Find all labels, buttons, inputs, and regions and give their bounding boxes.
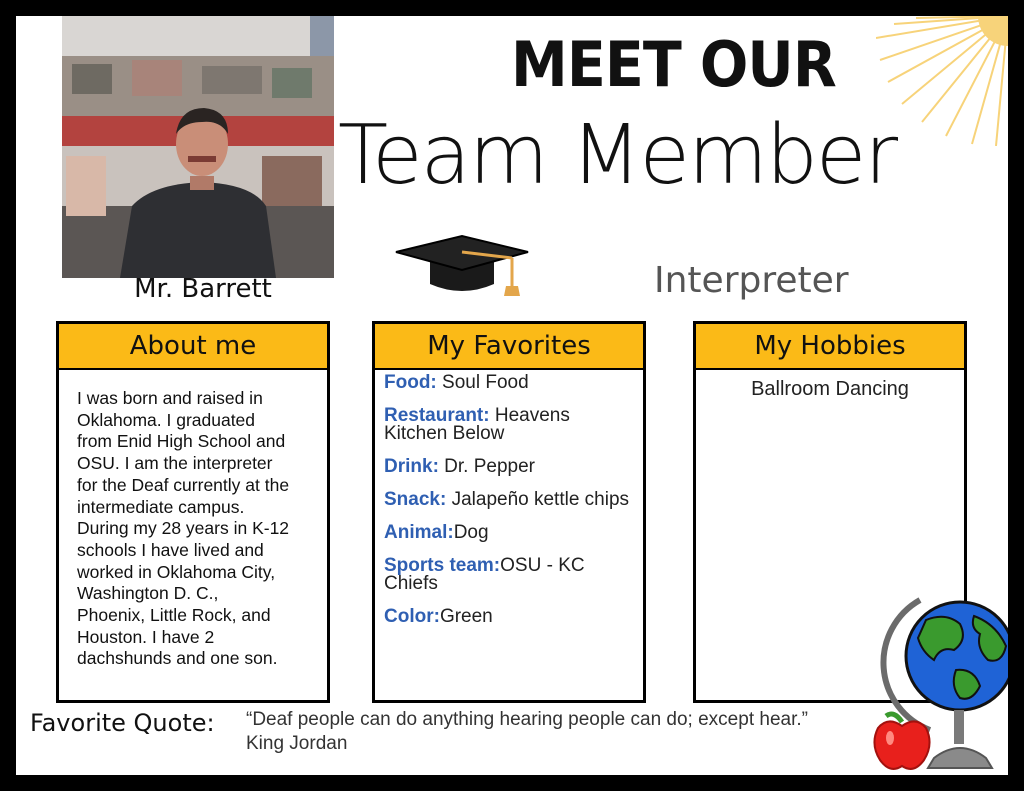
- about-line: Oklahoma. I graduated: [77, 409, 256, 430]
- quote-author: King Jordan: [246, 733, 348, 754]
- apple-icon: [872, 708, 932, 772]
- about-line: I was born and raised in: [77, 388, 263, 408]
- about-me-heading: About me: [59, 324, 327, 370]
- favorites-card: [372, 321, 646, 703]
- member-role: Interpreter: [654, 260, 849, 301]
- about-line: schools I have lived and: [77, 539, 264, 560]
- about-line: OSU. I am the interpreter: [77, 453, 273, 474]
- about-me-text: [59, 370, 327, 670]
- sun-icon: [876, 16, 1008, 146]
- favorite-item: Animal:Dog: [384, 522, 489, 543]
- profile-photo: [62, 16, 334, 278]
- quote-text: “Deaf people can do anything hearing people can do; except hear.”: [246, 709, 808, 730]
- about-me-card: [56, 321, 330, 703]
- favorites-heading: My Favorites: [375, 324, 643, 370]
- favorite-item: Sports team:OSU - KC Chiefs: [384, 555, 585, 594]
- favorites-list: [375, 370, 643, 626]
- favorite-item: Food: Soul Food: [384, 372, 529, 393]
- about-line: intermediate campus.: [77, 496, 245, 517]
- title-line-1: MEET OUR: [511, 28, 836, 101]
- about-line: During my 28 years in K-12: [77, 518, 290, 539]
- graduation-cap-icon: [394, 234, 530, 300]
- hobbies-heading: My Hobbies: [696, 324, 964, 370]
- favorite-item: Snack: Jalapeño kettle chips: [384, 489, 630, 510]
- favorite-quote-label: Favorite Quote:: [30, 709, 215, 737]
- about-line: from Enid High School and: [77, 431, 286, 452]
- profile-card-page: [16, 16, 1008, 775]
- title-line-2: Team Member: [338, 108, 897, 203]
- favorite-item: Color:Green: [384, 606, 493, 627]
- about-line: Houston. I have 2: [77, 626, 215, 647]
- favorite-quote: [246, 708, 808, 756]
- about-line: Phoenix, Little Rock, and: [77, 605, 271, 626]
- favorite-item: Drink: Dr. Pepper: [384, 456, 536, 477]
- hobby-item: Ballroom Dancing: [751, 378, 909, 400]
- about-line: Washington D. C.,: [77, 583, 219, 604]
- member-name: Mr. Barrett: [134, 274, 272, 304]
- about-line: for the Deaf currently at the: [77, 474, 290, 495]
- about-line: worked in Oklahoma City,: [77, 561, 276, 582]
- about-line: dachshunds and one son.: [77, 648, 278, 669]
- favorite-item: Restaurant: Heavens Kitchen Below: [384, 405, 570, 444]
